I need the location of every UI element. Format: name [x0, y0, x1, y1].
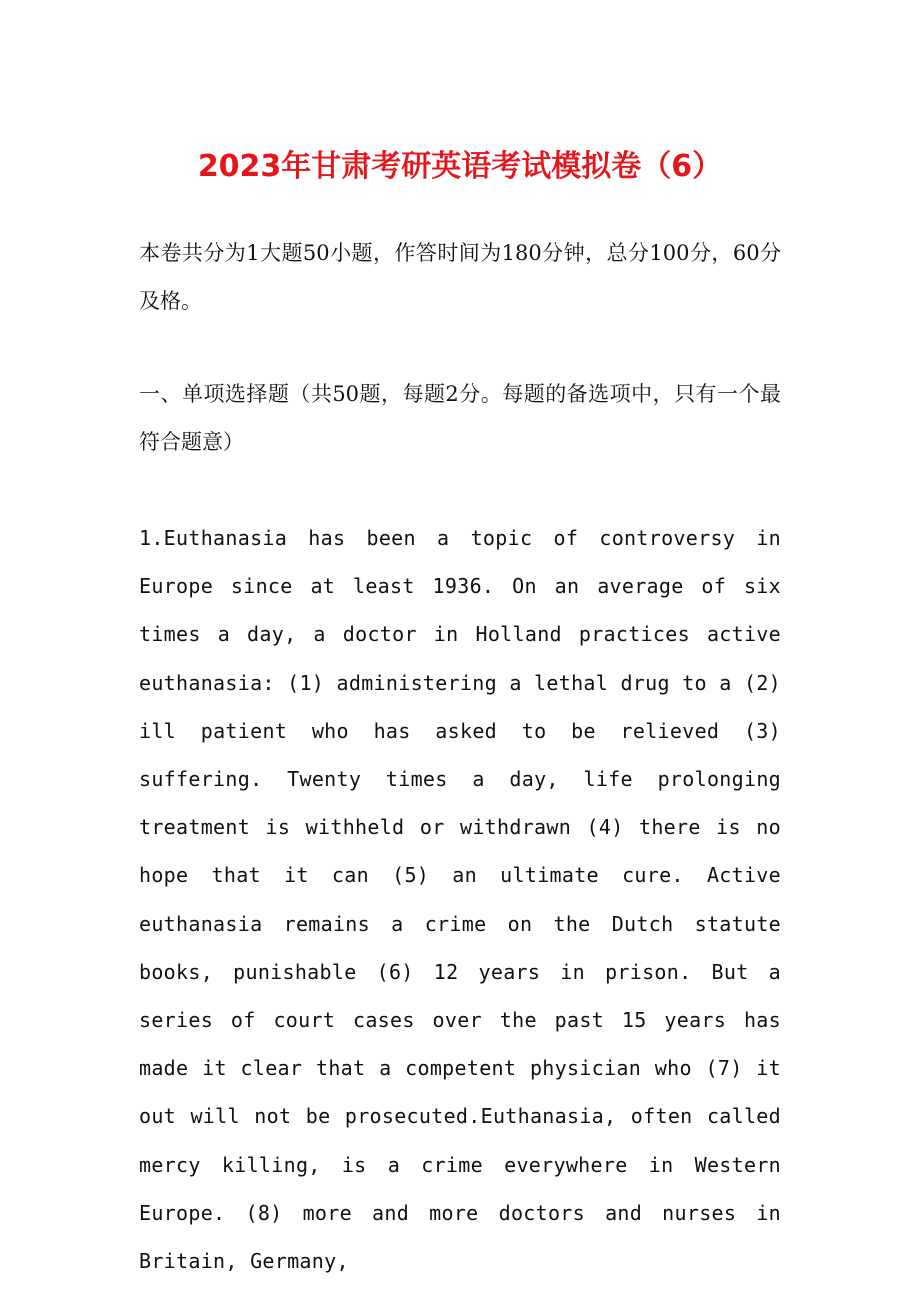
section-heading: 一、单项选择题（共50题，每题2分。每题的备选项中，只有一个最符合题意） [139, 382, 781, 454]
page-title: 2023年甘肃考研英语考试模拟卷（6） [197, 149, 723, 184]
question-1-text: 1.Euthanasia has been a topic of controversy in Europe since at least 1936. On an average of six times a day, a doctor in Holland practices active euthanasia: (1) administering a lethal drug to a (2) ill patient who has asked to be relieved (3) suffering. Twenty times a day, life prolonging treatment is withheld or withdrawn (4) there is no hope that it can (5) an ultimate cure. Active euthanasia remains a crime on the Dutch statute books, punishable (6) 12 years in prison. But a series of court cases over the past 15 years has made it clear that a competent physician who (7) it out will not be prosecuted.Euthanasia, often called mercy killing, is a crime everywhere in Western Europe. (8) more and more doctors and nurses in Britain, Germany, [139, 526, 781, 1274]
exam-intro: 本卷共分为1大题50小题，作答时间为180分钟，总分100分，60分及格。 [139, 241, 781, 313]
